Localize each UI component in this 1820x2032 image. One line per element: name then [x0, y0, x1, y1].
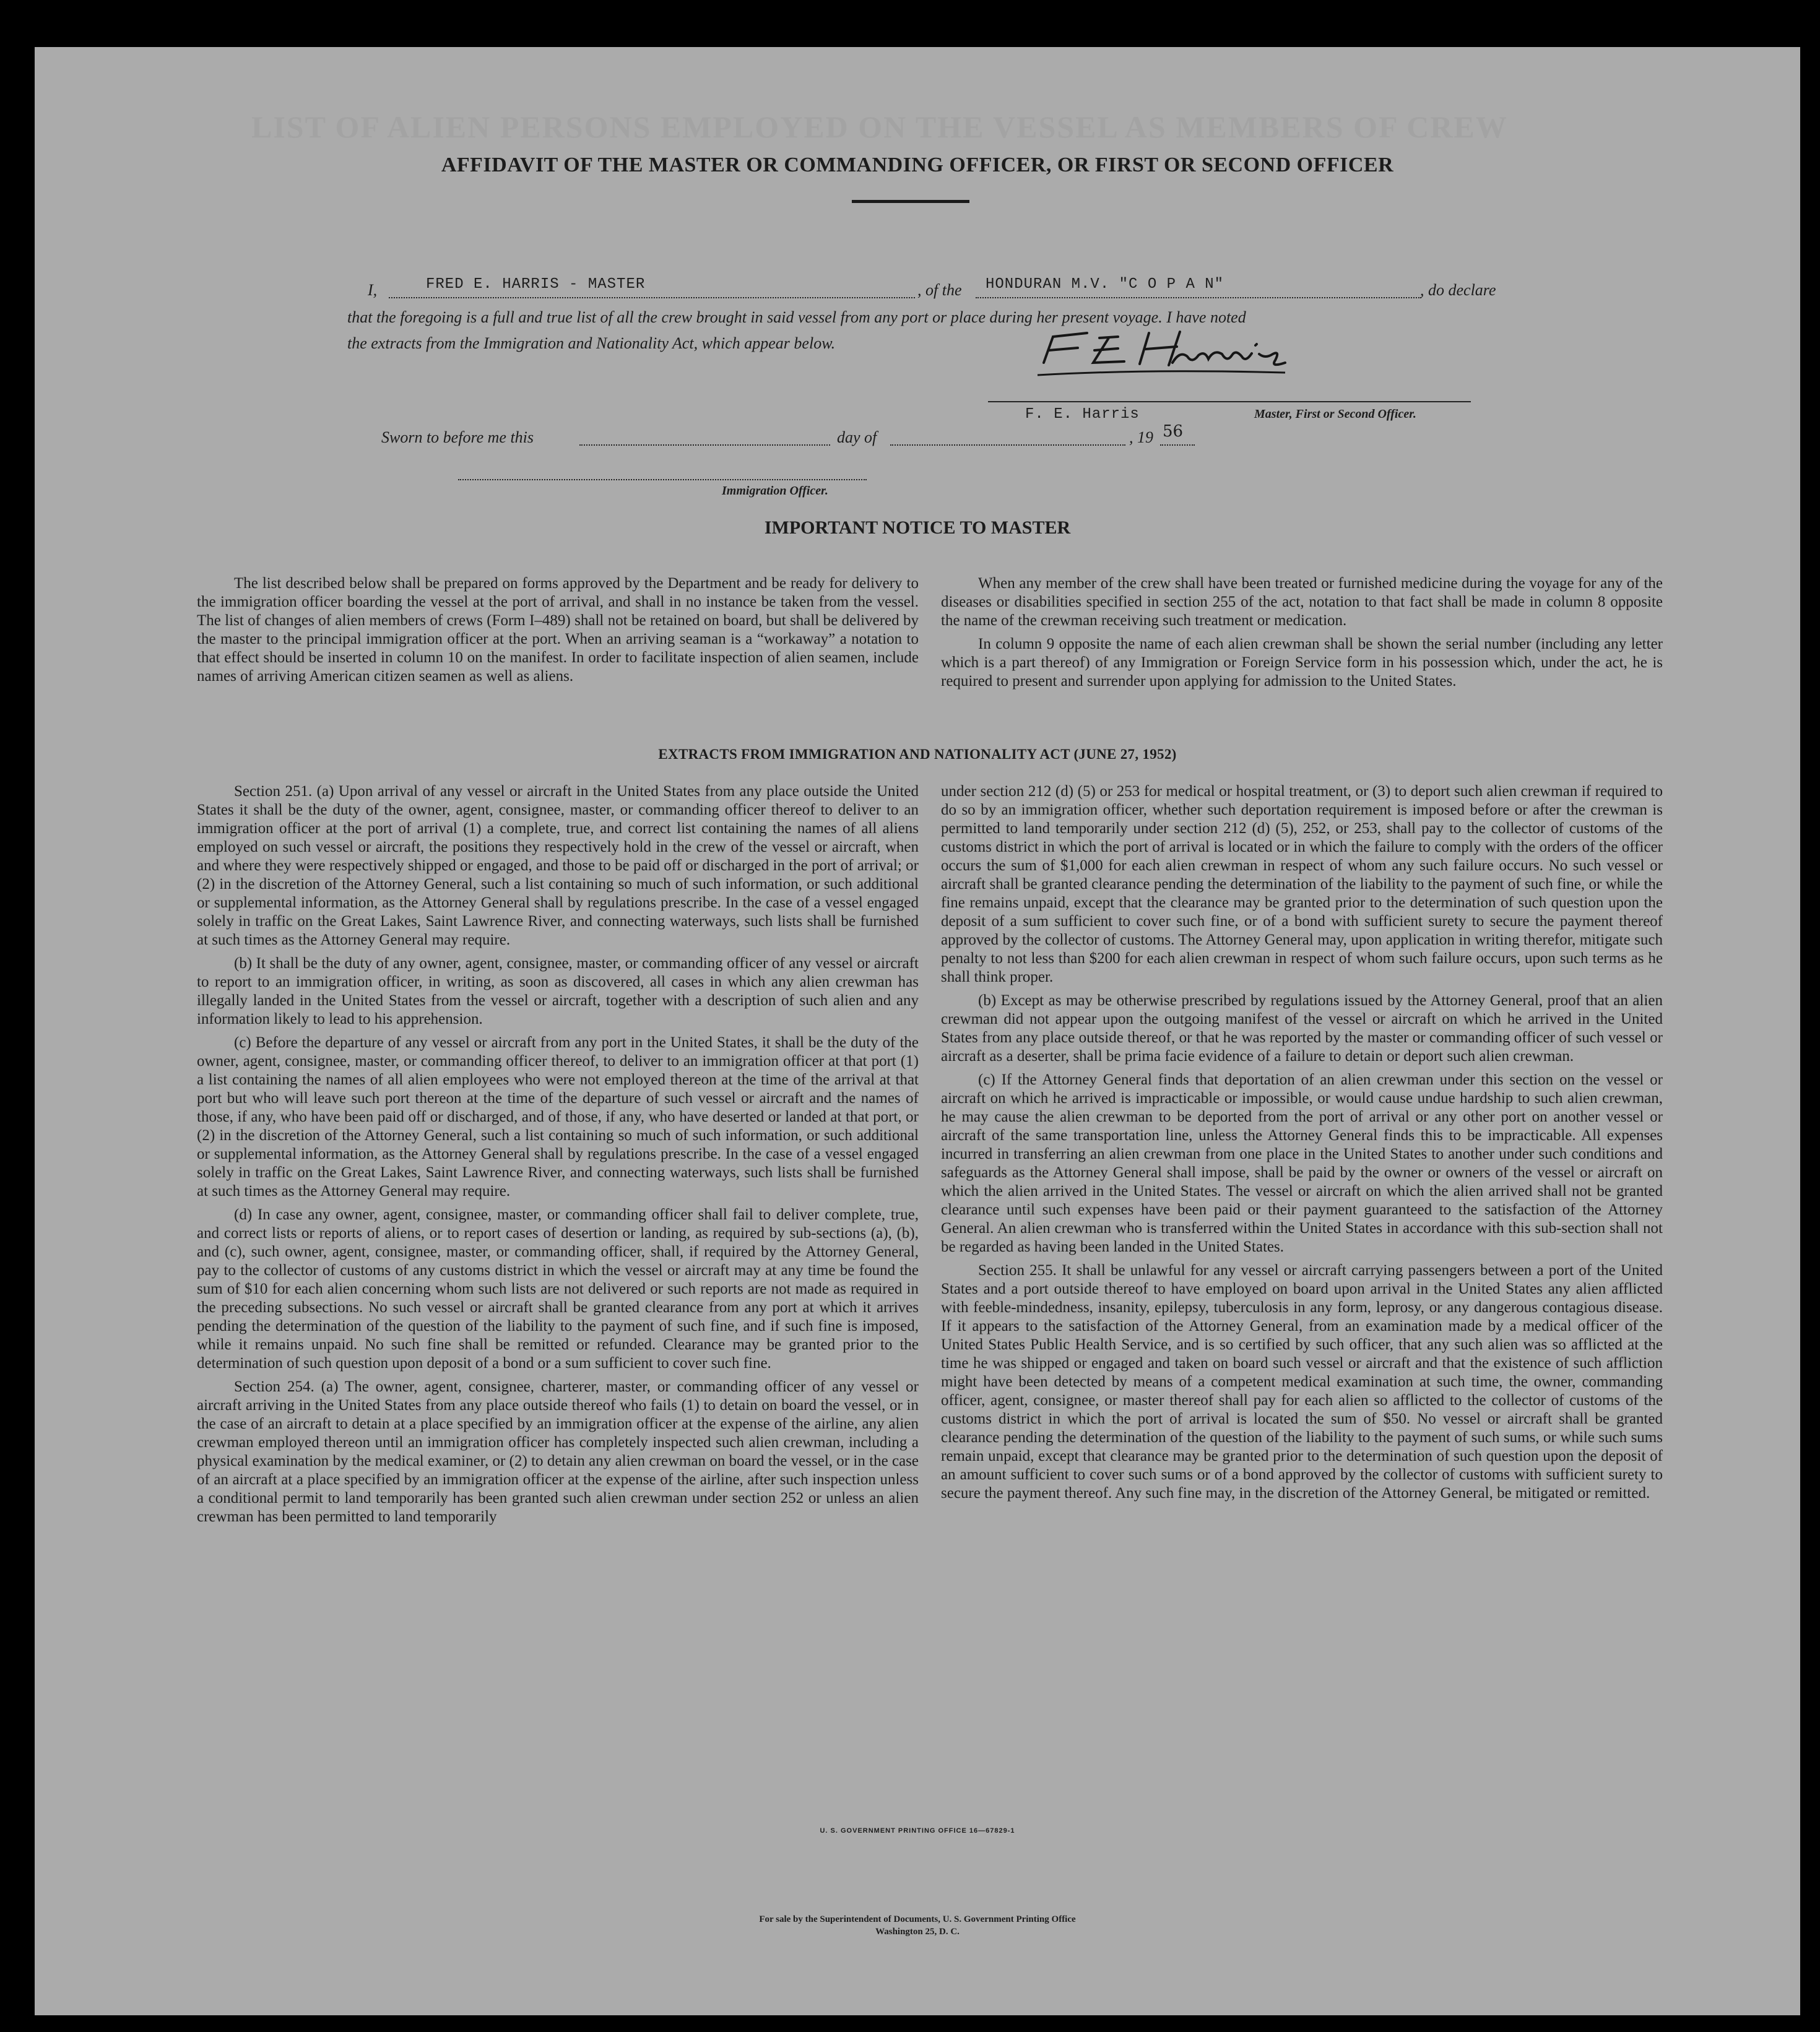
section-254-b: (b) Except as may be otherwise prescribed by regulations issued by the Attorney General, proof that an alien crewman did not appear upon the outgoing manifest of the vessel or aircraft on which he arrived in the United States from any place outside thereof, or that he was reported by the master or commanding officer of such vessel or aircraft as a deserter, shall be prima facie evidence of a failure to detain or deport such alien crewman. — [941, 992, 1663, 1065]
sale-notice-line-1: For sale by the Superintendent of Documents, U. S. Government Printing Office — [759, 1914, 1076, 1924]
section-254-a: Section 254. (a) The owner, agent, consignee, charterer, master, or commanding officer of any vessel or aircraft arriving in the United States from any place outside thereof who fails (1) to detain on board the vessel, or in the case of an aircraft to detain at a place specified by an immigration officer at the expense of the airline, any alien crewman employed thereon until an immigration officer has completely inspected such alien crewman, including a physical examination by the medical examiner, or (2) to detain any alien crewman on board the vessel, or in the case of an aircraft at a place specified by an immigration officer at the expense of the airline, after such inspection unless a conditional permit to land temporarily has been granted such alien crewman under section 252 or unless an alien crewman has been permitted to land temporarily — [197, 1378, 919, 1525]
section-251-a: Section 251. (a) Upon arrival of any vessel or aircraft in the United States from any place outside the United States it shall be the duty of the owner, agent, consignee, master, or commanding officer thereof to deliver to an immigration officer at the port of arrival (1) a complete, true, and correct list containing the names of all aliens employed on such vessel or aircraft, the positions they respectively hold in the crew of the vessel or aircraft, when and where they were respectively shipped or engaged, and those to be paid off or discharged in the port of arrival; or (2) in the discretion of the Attorney General, such a list containing so much of such information, or such additional or supplemental information, as the Attorney General shall by regulations prescribe. In the case of a vessel engaged solely in traffic on the Great Lakes, Saint Lawrence River, and connecting waterways, such lists shall be furnished at such times as the Attorney General may require. — [197, 783, 919, 948]
notice-right-column — [941, 574, 1663, 696]
handwritten-signature — [1025, 319, 1372, 394]
faint-bleed-through-header: LIST OF ALIEN PERSONS EMPLOYED ON THE VESSEL AS MEMBERS OF CREW — [251, 110, 1508, 144]
year-blank — [1160, 444, 1195, 446]
section-255: Section 255. It shall be unlawful for any vessel or aircraft carrying passengers between a port of the United States and a port outside thereof to have employed on board upon arrival in the United States any alien afflicted with feeble-mindedness, insanity, epilepsy, tuberculosis in any form, leprosy, or any dangerous contagious disease. If it appears to the satisfaction of the Attorney General, from an examination made by a medical officer of the United States Public Health Service, and is so certified by such officer, that any such alien was so afflicted at the time he was shipped or engaged and taken on board such vessel or aircraft and that the existence of such affliction might have been detected by means of a competent medical examination at such time, the owner, commanding officer, agent, consignee, or master thereof shall pay for each alien so afflicted to the collector of customs of the customs district in which the port of arrival is located the sum of $50. No vessel or aircraft shall be granted clearance pending the determination of the question of the liability to the payment of such sums, or while such sums remain unpaid, except that clearance may be granted prior to the determination of such question upon the deposit of an amount sufficient to cover such sums or of a bond approved by the collector of customs with sufficient surety to secure the payment thereof. Any such fine may, in the discretion of the Attorney General, be mitigated or remitted. — [941, 1262, 1663, 1502]
affidavit-title: AFFIDAVIT OF THE MASTER OR COMMANDING OFFICER, OR FIRST OR SECOND OFFICER — [441, 153, 1394, 176]
sworn-day-blank — [579, 444, 830, 446]
notice-right-paragraph-2: In column 9 opposite the name of each alien crewman shall be shown the serial number (including any letter which is a part thereof) of any Immigration or Foreign Service form in his possession which, under the act, he is required to present and surrender upon applying for admission to the United States. — [941, 636, 1663, 690]
master-name-field: FRED E. HARRIS - MASTER — [426, 276, 646, 293]
typed-signer-name: F. E. Harris — [1025, 406, 1140, 423]
title-rule — [852, 200, 969, 203]
document-sheet — [35, 47, 1800, 2015]
vessel-name-underline — [976, 297, 1421, 298]
extracts-left-column — [197, 782, 919, 1531]
year-handwritten: 56 — [1163, 422, 1184, 441]
immigration-officer-signature-blank — [458, 479, 867, 480]
sale-notice — [35, 1913, 1800, 1938]
immigration-officer-label: Immigration Officer. — [722, 484, 828, 498]
year-prefix-label: , 19 — [1129, 428, 1153, 446]
section-254-c: (c) If the Attorney General finds that deportation of an alien crewman under this section on the vessel or aircraft on which he arrived is impracticable or impossible, or would cause undue hardship to such alien crewman, he may cause the alien crewman to be deported from the port of arrival or any other port on another vessel or aircraft of the same transportation line, unless the Attorney General finds this to be impracticable. All expenses incurred in transferring an alien crewman from one place in the United States to another under such conditions and safeguards as the Attorney General shall impose, shall be paid by the owner or owners of the vessel or aircraft on which the alien arrived in the United States. The vessel or aircraft on which the alien arrived shall not be granted clearance until such expenses have been paid or their payment guaranteed to the satisfaction of the Attorney General. An alien crewman who is transferred within the United States in accordance with this sub-section shall not be regarded as having been landed in the United States. — [941, 1071, 1663, 1255]
section-251-c: (c) Before the departure of any vessel or aircraft from any port in the United States, it shall be the duty of the owner, agent, consignee, master, or commanding officer thereof, to deliver to an immigration officer at that port (1) a list containing the names of all alien employees who were not employed thereon at the time of the arrival at that port but who will leave such port thereon at the time of the departure of such vessel or aircraft and the names of those, if any, who have been paid off or discharged, and of those, if any, who have deserted or landed at that port, or (2) in the discretion of the Attorney General, such a list containing so much of such information, or such additional or supplemental information, as the Attorney General shall by regulations prescribe. In the case of a vessel engaged solely in traffic on the Great Lakes, Saint Lawrence River, and connecting waterways, such lists shall be furnished at such times as the Attorney General may require. — [197, 1034, 919, 1200]
notice-right-paragraph-1: When any member of the crew shall have been treated or furnished medicine during the voyage for any of the diseases or disabilities specified in section 255 of the act, notation to that fact shall be made in column 8 opposite the name of the crewman receiving such treatment or medication. — [941, 575, 1663, 629]
affidavit-statement-line-3: the extracts from the Immigration and Nationality Act, which appear below. — [347, 334, 836, 352]
sale-notice-line-2: Washington 25, D. C. — [875, 1927, 960, 1937]
affidavit-statement-line-2: that the foregoing is a full and true list of all the crew brought in said vessel from any port or place during her present voyage. I have noted — [347, 308, 1246, 326]
extracts-right-column — [941, 782, 1663, 1508]
affidavit-prefix: I, — [368, 281, 378, 299]
signature-underline — [988, 401, 1471, 402]
master-name-underline — [389, 297, 915, 298]
vessel-name-field: HONDURAN M.V. "C O P A N" — [986, 276, 1224, 293]
day-of-label: day of — [837, 428, 877, 446]
of-the-label: , of the — [917, 281, 962, 299]
notice-title: IMPORTANT NOTICE TO MASTER — [764, 517, 1071, 538]
gpo-print-code: U. S. GOVERNMENT PRINTING OFFICE 16—67829-1 — [820, 1827, 1015, 1835]
sworn-label: Sworn to before me this — [381, 428, 534, 446]
section-251-d: (d) In case any owner, agent, consignee, master, or commanding officer shall fail to deliver complete, true, and correct lists or reports of aliens, or to report cases of desertion or landing, as required by sub-sections (a), (b), and (c), such owner, agent, consignee, master, or commanding officer, shall, if required by the Attorney General, pay to the collector of customs of any customs district in which the vessel or aircraft may at any time be found the sum of $10 for each alien concerning whom such lists are not delivered or such reports are not made as required in the preceding subsections. No such vessel or aircraft shall be granted clearance from any port at which it arrives pending the determination of the question of the liability to the payment of such fine, and if such fine is imposed, while it remains unpaid. No such fine shall be remitted or refunded. Clearance may be granted prior to the determination of such question upon deposit of a bond or a sum sufficient to cover such fine. — [197, 1206, 919, 1372]
notice-left-paragraph: The list described below shall be prepared on forms approved by the Department and be ready for delivery to the immigration officer boarding the vessel at the port of arrival, and shall in no instance be taken from the vessel. The list of changes of alien members of crews (Form I–489) shall not be retained on board, but shall be delivered by the master to the principal immigration officer at the port. When an arriving seaman is a “workaway” a notation to that effect should be inserted in column 10 on the manifest. In order to facilitate inspection of alien seamen, include names of arriving American citizen seamen as well as aliens. — [197, 575, 919, 685]
notice-left-column — [197, 574, 919, 691]
do-declare-label: , do declare — [1420, 281, 1496, 299]
section-254-a-continued: under section 212 (d) (5) or 253 for medical or hospital treatment, or (3) to deport such alien crewman if required to do so by an immigration officer, whether such deportation requirement is imposed before or after the crewman is permitted to land temporarily under section 212 (d) (5), 252, or 253, shall pay to the collector of customs of the customs district in which the port of arrival is located or in which the failure to comply with the orders of the officer occurs the sum of $1,000 for each alien crewman in respect of whom any such failure occurs. No such vessel or aircraft shall be granted clearance pending the determination of the liability to the payment of such fine, or while the fine remains unpaid, except that the clearance may be granted prior to the determination of such question upon the deposit of a sum sufficient to cover such fine, or of a bond with sufficient surety to secure the payment thereof approved by the collector of customs. The Attorney General may, upon application in writing therefor, mitigate such penalty to not less than $200 for each alien crewman in respect of whom such failure occurs, upon such terms as he shall think proper. — [941, 783, 1663, 985]
section-251-b: (b) It shall be the duty of any owner, agent, consignee, master, or commanding officer of any vessel or aircraft to report to an immigration officer, in writing, as soon as discovered, all cases in which any alien crewman has illegally landed in the United States from the vessel or aircraft, together with a description of such alien and any information likely to lead to his apprehension. — [197, 955, 919, 1027]
signer-title-label: Master, First or Second Officer. — [1254, 407, 1416, 421]
extracts-title: EXTRACTS FROM IMMIGRATION AND NATIONALITY ACT (JUNE 27, 1952) — [658, 746, 1177, 762]
sworn-month-blank — [890, 444, 1125, 446]
